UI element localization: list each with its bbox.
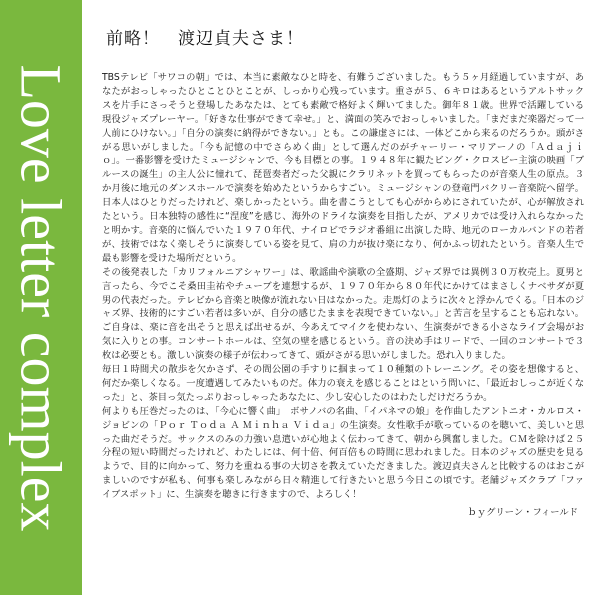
signature: ｂｙグリーン・フィールド — [467, 507, 578, 519]
letter-body — [102, 71, 584, 502]
letter — [102, 14, 584, 518]
paragraph: その後発表した「カリフォルニアシャワー」は、歌謡曲や演歌の全盛期、ジャズ界では異例３０万枚売上。夏男と言ったら、今でこそ桑田圭祐やチューブを連想するが、１９７０年から８０年代にかけてはまさしくナベサダが夏男の代表だった。テレビから音楽と映像が流れない日はなかった。走馬灯のように次々と浮かんでくる。「日本のジャズ界、技術的にすごい若者は多いが、自分の感じたままを表現できていない。」と苦言を呈することも忘れない。ご自身は、楽に音を出そうと思えば出せるが、今あえてマイクを使わない、生演奏ができる小さなライブ会場がお気に入りとの事。コンサートホールは、空気の壁を感じるという。音の決め手はリードで、一回のコンサートで３枚は必要とも。激しい演奏の様子が伝わってきて、頭がさがる思いがしました。恐れ入りました。 — [102, 266, 584, 362]
paragraph: TBSテレビ「サワコの朝」では、本当に素敵なひと時を、有難うございました。もう５ヶ月経過していますが、あなたがおっしゃったひとことひとことが、しっかり心残っています。重さが５、６キロはあるというアルトサックスを片手にさっそうと登場したあなたは、とても素敵で格好よく輝いてました。御年８１歳。世界で活躍している現役ジャズプレーヤー。「好きな仕事ができて幸せ。」と、満面の笑みでおっしゃいました。「まだまだ楽器だって一人前にひけない。」「自分の演奏に納得ができない。」とも。この謙虚さには、一体どこから来るのだろうか。頭がさがる思いがしました。「今も記憶の中でさらめく曲」として選んだのがチャーリー・マリアーノの「Ａｄａｊｉｏ」。一番影響を受けたミュージシャンで、今も目標との事。１９４８年に観たビング・クロスビー主演の映画「ブルースの誕生」の主人公に憧れて、琵琶奏者だった父親にクラリネットを買ってもらったのが音楽人生の原点。３か月後に地元のダンスホールで演奏を始めたというからすごい。ミュージシャンの登竜門バクリー音楽院へ留学。日本人はひとりだったけれど、楽しかったという。曲を書こうとしても心がからめにされていたが、心が解放されたという。日本独特の感性に“涅度”を感じ、海外のドライな演奏を目指したが、アメリカでは受け入れらなかったと明かす。音楽的に悩んでいた１９７０年代、ナイロビでラジオ番組に出演した時、地元のローカルバンドの若者が、技術ではなく楽しそうに演奏している姿を見て、肩の力が抜け楽になり、何かふっ切れたという。音楽人生で最も影響を受けた場所だという。 — [102, 72, 584, 264]
side-title-text: Love letter complex — [9, 63, 74, 532]
side-title — [0, 0, 82, 595]
letter-heading: 前略！ 渡辺貞夫さま！ — [106, 29, 304, 49]
paragraph: 何よりも圧巻だったのは、「今心に響く曲」 ボサノバの名曲、「イパネマの娘」を作曲したアントニオ・カルロス・ジョビンの「Ｐｏｒ Ｔｏｄａ Ａ Ｍｉｎｈａ Ｖｉｄａ」の生演奏。女性歌手が歌っているのを聴いて、美しいと思った曲だそうだ。サックスのみの力強い息遣いが心地よく伝わってきて、朝から興奮しました。ＣＭを除けば２５分程の短い時間だったけれど、わたしには、何十倍、何百倍もの時間に思われました。日本のジャズの歴史を見るようで、目的に向かって、努力を重ねる事の大切さを教えていただきました。渡辺貞夫さんと比較するのはおこがましいのですが私も、何事も楽しみながら日々精進して行きたいと思う今日この頃です。老舗ジャズクラブ「ファイブスポット」に、生演奏を聴きに行きますので、よろしく！ — [102, 405, 584, 501]
paragraph: 毎日１時間犬の散歩を欠かさず、その間公園の手すりに掴まって１０種類のトレーニング。その姿を想像すると、何だか楽しくなる。一度遭遇してみたいものだ。体力の衰えを感じることはという問いに、「最近おしっこが近くなった」と、茶目っ気たっぷりおっしゃったあなたに、少し安心したのはわたしだけだろうか。 — [102, 364, 584, 403]
